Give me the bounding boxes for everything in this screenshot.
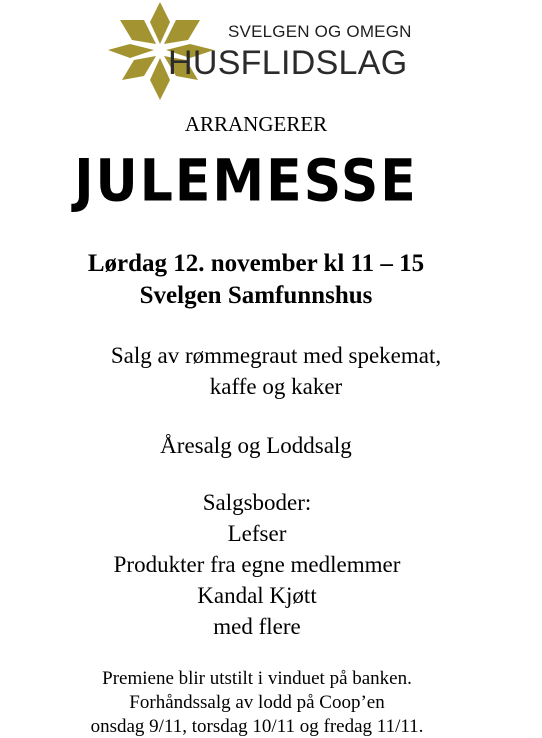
footer-line: onsdag 9/11, torsdag 10/11 og fredag 11/11.: [90, 716, 424, 737]
stall-item: Produkter fra egne medlemmer: [113, 552, 401, 577]
lottery-text: Åresalg og Loddsalg: [160, 433, 352, 458]
organization-logo: [104, 0, 414, 104]
intro-text: ARRANGERER: [184, 112, 328, 136]
logo-name: HUSFLIDSLAG: [168, 44, 408, 82]
footer-line: Premiene blir utstilt i vinduet på banken.: [102, 668, 412, 689]
stall-item: med flere: [213, 614, 301, 639]
sale-line: Salg av rømmegraut med spekemat,: [110, 343, 442, 368]
footer-line: Forhåndssalg av lodd på Coop’en: [129, 692, 385, 713]
logo-tagline: SVELGEN OG OMEGN: [228, 22, 412, 41]
sale-line: kaffe og kaker: [209, 374, 343, 399]
stalls-heading: Salgsboder:: [202, 490, 312, 515]
stall-item: Kandal Kjøtt: [197, 583, 317, 608]
event-title: JULEMESSE: [74, 148, 418, 216]
event-venue: Svelgen Samfunnshus: [139, 282, 373, 309]
event-date: Lørdag 12. november kl 11 – 15: [87, 250, 425, 277]
stall-item: Lefser: [227, 521, 287, 546]
